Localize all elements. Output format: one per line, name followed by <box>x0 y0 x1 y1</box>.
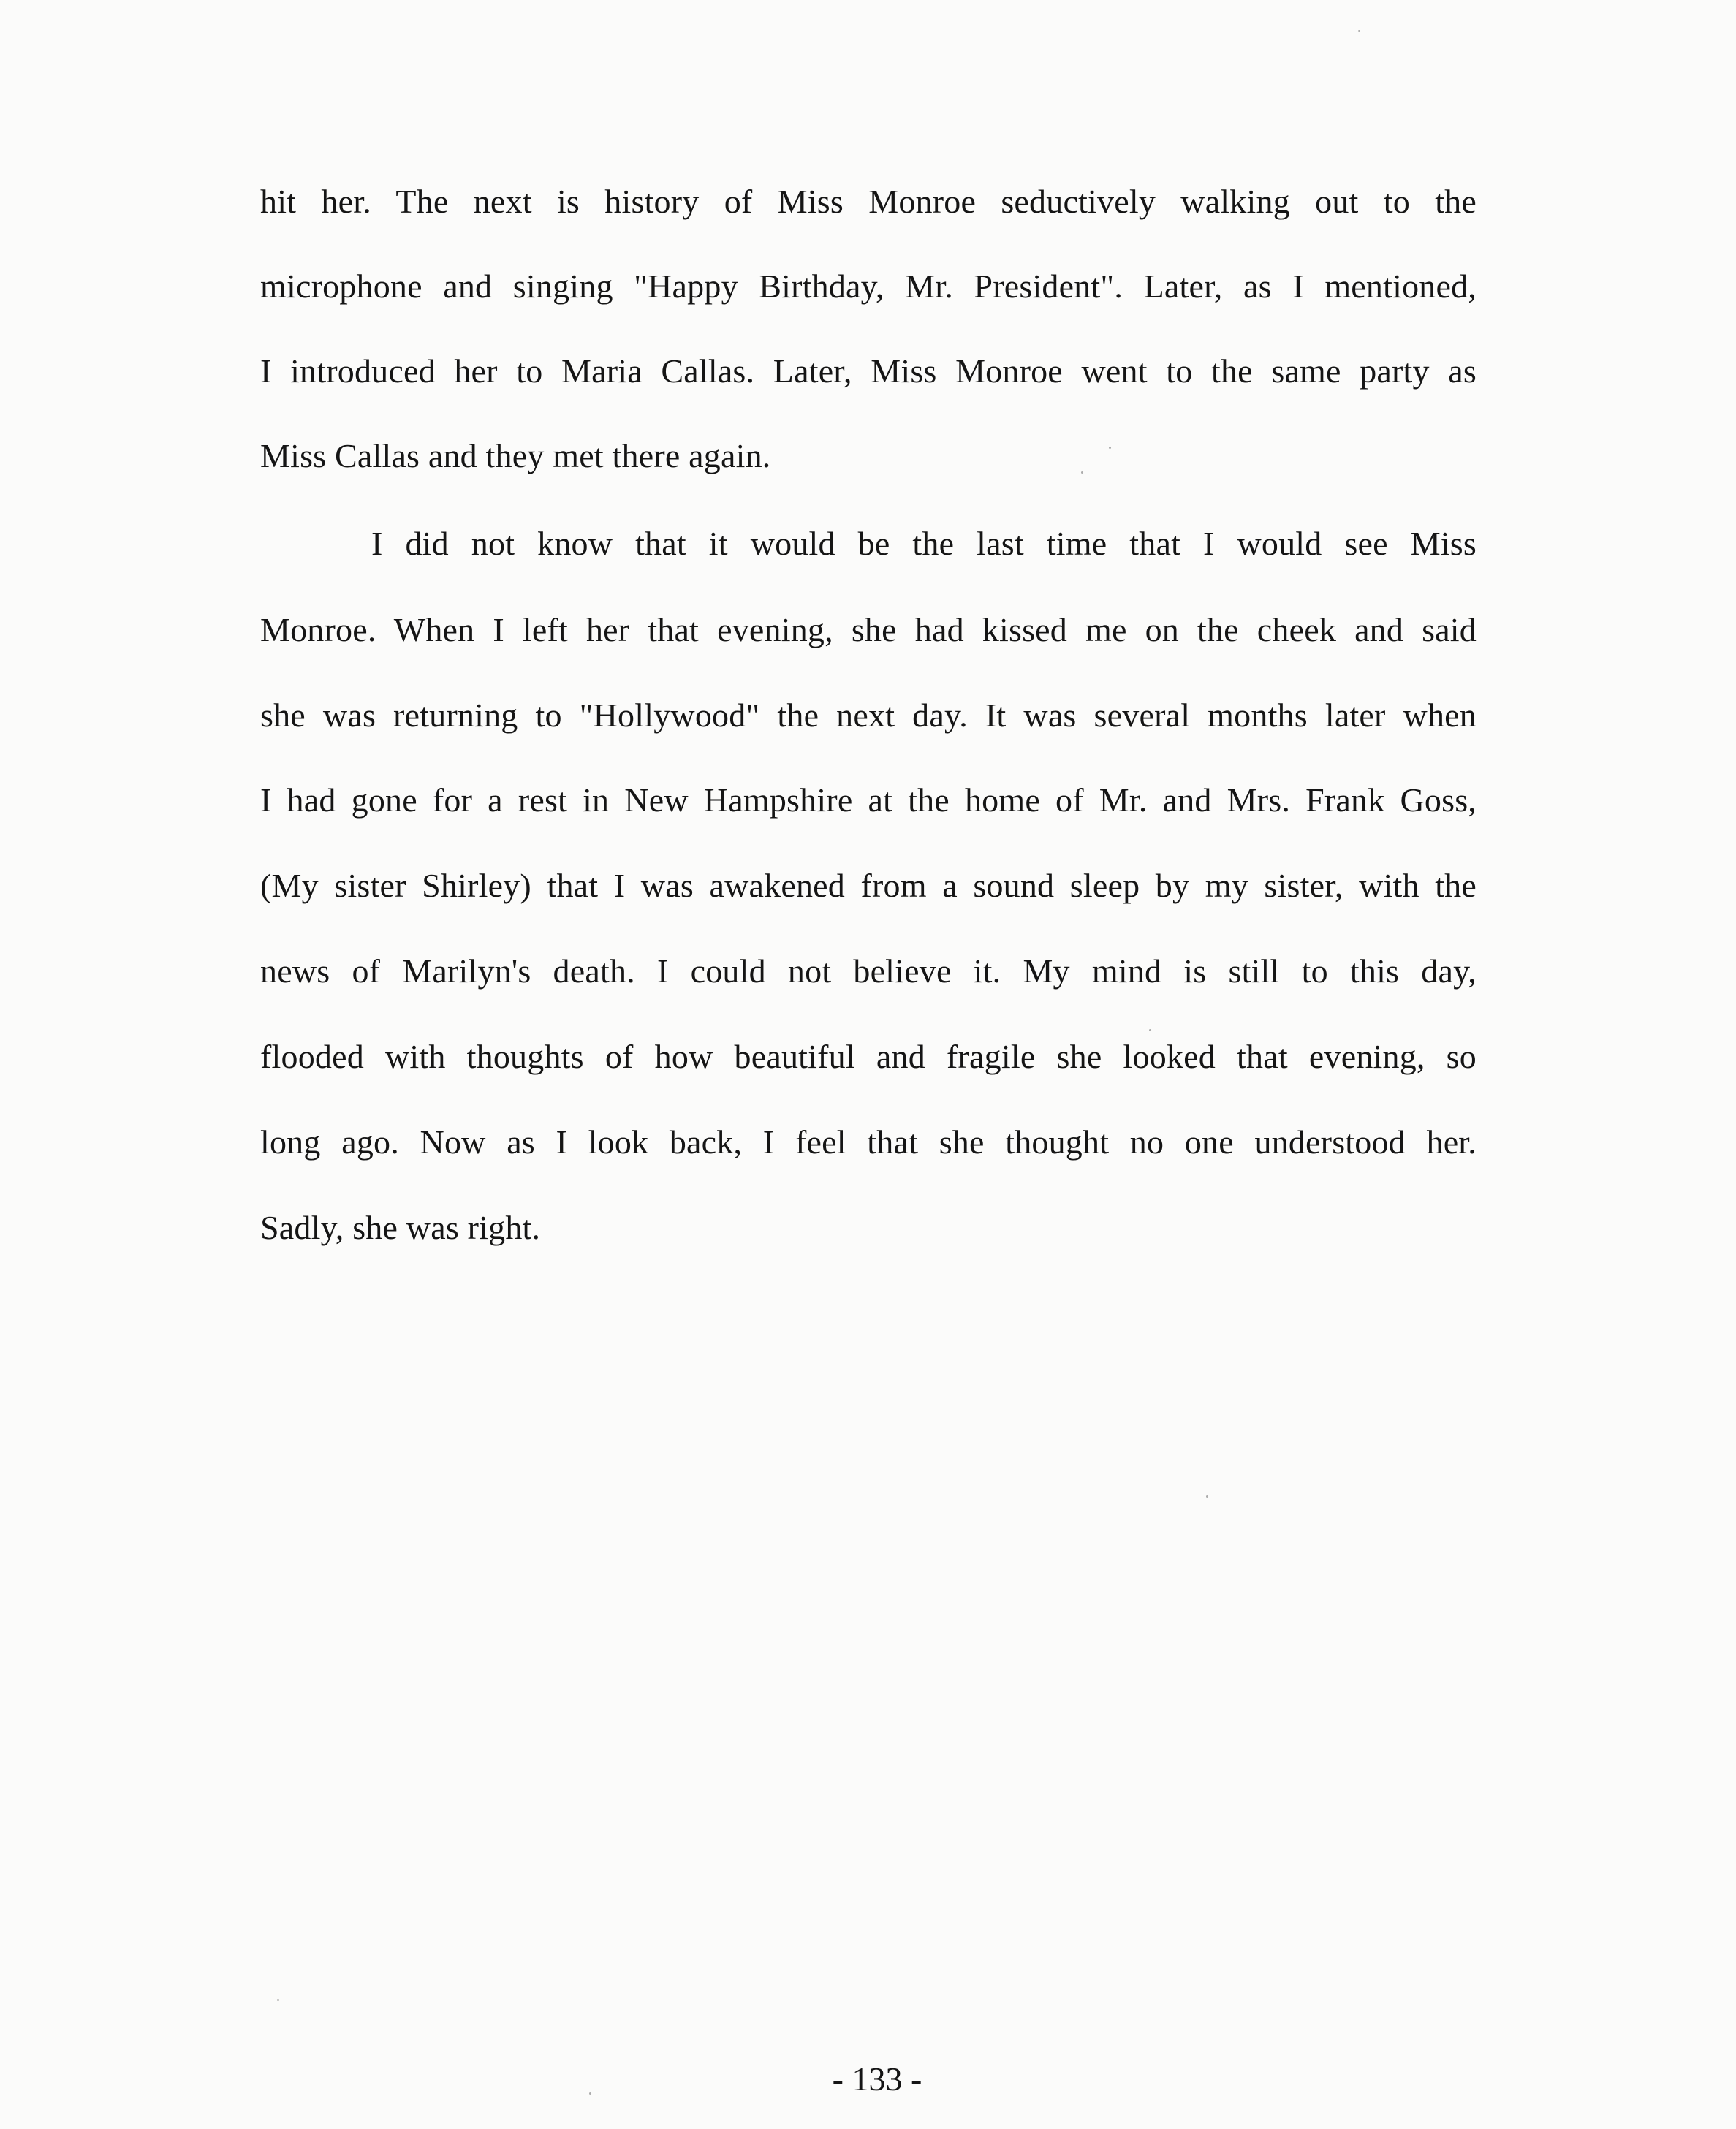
page-number: - 133 - <box>832 2060 922 2098</box>
paragraph-line: Miss Callas and they met there again. <box>260 437 771 474</box>
paragraph-line: I had gone for a rest in New Hampshire at the home of Mr. and Mrs. Frank Goss, <box>260 781 1477 819</box>
paragraph-line: news of Marilyn's death. I could not believe it. My mind is still to this day, <box>260 952 1477 990</box>
paragraph-line: long ago. Now as I look back, I feel that she thought no one understood her. <box>260 1123 1477 1161</box>
paragraph-line: I did not know that it would be the last time that I would see Miss <box>371 525 1477 562</box>
scan-speck <box>1109 447 1111 449</box>
paragraph-line: she was returning to "Hollywood" the next day. It was several months later when <box>260 697 1477 734</box>
paragraph-line: flooded with thoughts of how beautiful and fragile she looked that evening, so <box>260 1038 1477 1075</box>
paragraph-line: Sadly, she was right. <box>260 1209 541 1246</box>
scan-speck <box>1081 471 1083 474</box>
scan-speck <box>1206 1495 1208 1498</box>
scan-speck <box>1149 1029 1151 1031</box>
paragraph-line: microphone and singing "Happy Birthday, Mr. President". Later, as I mentioned, <box>260 267 1477 305</box>
paragraph-line: Monroe. When I left her that evening, she had kissed me on the cheek and said <box>260 611 1477 648</box>
paragraph-line: I introduced her to Maria Callas. Later, Miss Monroe went to the same party as <box>260 352 1477 390</box>
paragraph-line: (My sister Shirley) that I was awakened from a sound sleep by my sister, with the <box>260 867 1477 904</box>
paragraph-line: hit her. The next is history of Miss Monroe seductively walking out to the <box>260 183 1477 220</box>
scan-speck <box>589 2092 591 2095</box>
scan-speck <box>277 1999 279 2001</box>
scan-speck <box>1358 30 1360 32</box>
